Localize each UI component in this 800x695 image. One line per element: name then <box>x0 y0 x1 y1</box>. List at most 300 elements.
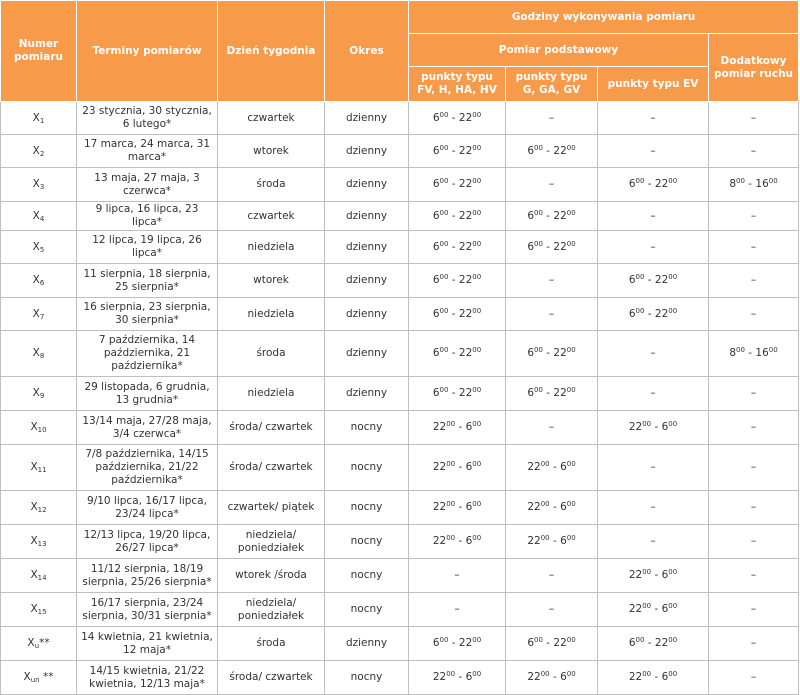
cell-dzien: środa/ czwartek <box>218 445 325 491</box>
empty-mark: – <box>750 274 757 286</box>
cell-numer <box>1 559 77 593</box>
empty-mark: – <box>650 209 656 222</box>
cell-time <box>409 168 506 202</box>
time-start-minutes: 00 <box>642 670 652 678</box>
cell-terminy: 9 lipca, 16 lipca, 23 lipca* <box>77 202 218 231</box>
cell-time <box>409 445 506 491</box>
time-end-minutes: 00 <box>472 346 482 354</box>
time-start-hour: 6 <box>432 347 440 359</box>
time-end-minutes: 00 <box>472 143 482 152</box>
cell-okres: dzienny <box>325 102 409 135</box>
numer-subscript: u <box>34 642 40 650</box>
cell-terminy: 9/10 lipca, 16/17 lipca, 23/24 lipca* <box>77 491 218 525</box>
numer-letter: X <box>30 461 38 473</box>
time-start-hour: 8 <box>729 178 737 190</box>
cell-dzien: wtorek <box>218 264 325 298</box>
empty-mark: – <box>750 671 757 683</box>
time-end-minutes: 00 <box>472 177 482 185</box>
table-row <box>1 298 799 331</box>
time-start-minutes: 00 <box>439 110 449 119</box>
time-separator: - <box>542 240 554 253</box>
empty-mark: – <box>548 274 555 286</box>
cell-time <box>409 102 506 135</box>
cell-numer <box>1 102 77 135</box>
time-end-minutes: 00 <box>472 500 482 508</box>
cell-time <box>709 135 799 168</box>
cell-time <box>598 559 709 593</box>
time-end-minutes: 00 <box>668 177 678 185</box>
empty-mark: – <box>750 209 757 222</box>
cell-time <box>598 298 709 331</box>
time-end-minutes: 00 <box>668 636 678 644</box>
cell-time <box>506 445 598 491</box>
header-godziny: Godziny wykonywania pomiaru <box>409 1 799 34</box>
table-row <box>1 661 799 695</box>
time-separator: - <box>549 535 561 547</box>
time-separator: - <box>651 671 662 683</box>
header-typ-fv: punkty typu FV, H, HA, HV <box>409 67 506 102</box>
time-start-hour: 22 <box>527 671 541 683</box>
cell-dzien: środa <box>218 331 325 377</box>
cell-time <box>506 559 598 593</box>
numer-subscript: 6 <box>39 279 45 287</box>
time-separator: - <box>448 307 459 320</box>
numer-subscript: 11 <box>37 466 47 474</box>
time-separator: - <box>644 178 655 190</box>
empty-mark: – <box>750 461 757 473</box>
time-separator: - <box>448 209 459 222</box>
cell-time <box>409 593 506 627</box>
numer-subscript: 10 <box>37 426 47 434</box>
numer-subscript: 4 <box>39 214 45 223</box>
time-end-hour: 22 <box>458 209 473 222</box>
cell-numer <box>1 525 77 559</box>
cell-dzien: czwartek <box>218 202 325 231</box>
cell-dzien: środa/ czwartek <box>218 661 325 695</box>
cell-terminy: 14/15 kwietnia, 21/22 kwietnia, 12/13 maja* <box>77 661 218 695</box>
empty-mark: – <box>548 569 555 581</box>
time-end-minutes: 00 <box>668 420 678 428</box>
cell-numer <box>1 377 77 411</box>
empty-mark: – <box>650 347 656 359</box>
empty-mark: – <box>650 387 656 399</box>
empty-mark: – <box>454 569 460 581</box>
time-end-minutes: 00 <box>668 306 678 315</box>
time-end-minutes: 00 <box>566 636 576 644</box>
cell-time <box>598 525 709 559</box>
header-dzien: Dzień tygodnia <box>218 1 325 102</box>
numer-subscript: 14 <box>37 574 47 582</box>
cell-time <box>598 593 709 627</box>
time-separator: - <box>448 274 459 286</box>
numer-letter: X <box>32 240 40 253</box>
cell-time <box>598 661 709 695</box>
cell-time <box>598 264 709 298</box>
time-start-minutes: 00 <box>439 143 449 152</box>
time-separator: - <box>549 501 561 513</box>
cell-dzien: wtorek <box>218 135 325 168</box>
cell-time <box>709 102 799 135</box>
time-start-hour: 6 <box>628 274 636 286</box>
cell-time <box>409 377 506 411</box>
cell-time <box>506 102 598 135</box>
cell-terminy: 11/12 sierpnia, 18/19 sierpnia, 25/26 sierpnia* <box>77 559 218 593</box>
time-end-hour: 22 <box>553 347 567 359</box>
cell-time <box>506 593 598 627</box>
numer-letter: X <box>32 178 40 190</box>
time-start-hour: 22 <box>628 421 643 433</box>
empty-mark: – <box>750 569 757 581</box>
cell-time <box>506 627 598 661</box>
time-start-minutes: 00 <box>439 636 449 644</box>
time-start-minutes: 00 <box>540 460 550 468</box>
time-end-minutes: 00 <box>472 420 482 428</box>
time-end-hour: 22 <box>458 347 473 359</box>
time-start-hour: 6 <box>527 240 534 253</box>
time-separator: - <box>448 240 459 253</box>
cell-okres: nocny <box>325 661 409 695</box>
time-end-hour: 6 <box>560 461 567 473</box>
time-end-hour: 6 <box>560 671 567 683</box>
time-end-hour: 6 <box>560 535 567 547</box>
time-separator: - <box>651 603 662 615</box>
time-start-minutes: 00 <box>446 420 456 428</box>
time-separator: - <box>644 307 655 320</box>
cell-time <box>598 411 709 445</box>
time-end-hour: 6 <box>465 501 473 513</box>
cell-time <box>709 168 799 202</box>
time-start-minutes: 00 <box>534 346 543 354</box>
cell-numer <box>1 411 77 445</box>
time-start-minutes: 00 <box>642 602 652 610</box>
time-end-hour: 22 <box>458 240 473 253</box>
empty-mark: – <box>750 603 757 615</box>
time-separator: - <box>455 535 466 547</box>
cell-okres: dzienny <box>325 331 409 377</box>
cell-time <box>598 202 709 231</box>
time-separator: - <box>448 178 459 190</box>
time-start-minutes: 00 <box>736 177 745 185</box>
time-start-minutes: 00 <box>635 636 645 644</box>
cell-okres: dzienny <box>325 377 409 411</box>
time-separator: - <box>542 387 554 399</box>
cell-time <box>709 331 799 377</box>
time-start-hour: 6 <box>432 274 440 286</box>
cell-time <box>506 331 598 377</box>
time-separator: - <box>651 569 662 581</box>
time-end-hour: 22 <box>553 240 567 253</box>
header-typ-g: punkty typu G, GA, GV <box>506 67 598 102</box>
time-separator: - <box>542 209 554 222</box>
cell-dzien: niedziela <box>218 298 325 331</box>
cell-time <box>506 661 598 695</box>
time-start-minutes: 00 <box>439 346 449 354</box>
cell-dzien: niedziela/ poniedziałek <box>218 525 325 559</box>
empty-mark: – <box>548 421 555 433</box>
table-row <box>1 168 799 202</box>
time-end-minutes: 00 <box>668 602 678 610</box>
table-row <box>1 491 799 525</box>
cell-time <box>598 627 709 661</box>
numer-letter: X <box>23 671 31 683</box>
cell-time <box>506 298 598 331</box>
cell-time <box>409 491 506 525</box>
numer-subscript: 12 <box>37 506 47 514</box>
time-start-hour: 6 <box>527 347 534 359</box>
empty-mark: – <box>650 535 656 547</box>
time-start-hour: 6 <box>527 144 534 157</box>
cell-okres: nocny <box>325 525 409 559</box>
time-end-hour: 6 <box>465 671 473 683</box>
time-end-minutes: 00 <box>668 568 678 576</box>
cell-numer <box>1 264 77 298</box>
numer-subscript: 9 <box>39 392 45 400</box>
cell-okres: nocny <box>325 559 409 593</box>
cell-time <box>598 331 709 377</box>
table-row <box>1 377 799 411</box>
cell-okres: dzienny <box>325 231 409 264</box>
time-start-hour: 6 <box>432 111 440 124</box>
time-end-hour: 22 <box>654 307 669 320</box>
empty-mark: – <box>548 178 555 190</box>
cell-time <box>709 559 799 593</box>
cell-time <box>409 661 506 695</box>
time-separator: - <box>455 461 466 473</box>
cell-time <box>409 559 506 593</box>
time-end-minutes: 00 <box>768 346 778 354</box>
time-end-hour: 22 <box>654 178 669 190</box>
header-dodatkowy: Dodatkowy pomiar ruchu <box>709 34 799 102</box>
cell-time <box>506 202 598 231</box>
cell-time <box>598 135 709 168</box>
empty-mark: – <box>548 111 555 124</box>
cell-numer <box>1 445 77 491</box>
numer-letter: X <box>32 144 40 157</box>
table-row <box>1 525 799 559</box>
header-typ-ev: punkty typu EV <box>598 67 709 102</box>
time-start-minutes: 00 <box>534 143 543 152</box>
time-separator: - <box>744 178 756 190</box>
cell-okres: dzienny <box>325 135 409 168</box>
time-start-minutes: 00 <box>446 460 456 468</box>
numer-subscript: 8 <box>39 352 45 360</box>
time-start-minutes: 00 <box>540 670 550 678</box>
empty-mark: – <box>750 144 757 157</box>
numer-letter: X <box>27 637 35 649</box>
cell-time <box>409 264 506 298</box>
cell-okres: dzienny <box>325 264 409 298</box>
time-start-minutes: 00 <box>642 420 652 428</box>
time-start-minutes: 00 <box>534 239 543 248</box>
cell-numer <box>1 661 77 695</box>
cell-numer <box>1 202 77 231</box>
empty-mark: – <box>750 535 757 547</box>
time-end-minutes: 00 <box>566 239 576 248</box>
cell-terminy: 14 kwietnia, 21 kwietnia, 12 maja* <box>77 627 218 661</box>
time-end-minutes: 00 <box>472 239 482 248</box>
empty-mark: – <box>650 111 656 124</box>
time-separator: - <box>448 387 459 399</box>
time-end-minutes: 00 <box>566 208 576 217</box>
empty-mark: – <box>650 461 656 473</box>
time-start-hour: 22 <box>432 535 447 547</box>
time-start-minutes: 00 <box>635 273 645 281</box>
cell-numer <box>1 298 77 331</box>
cell-numer <box>1 168 77 202</box>
time-end-minutes: 00 <box>472 636 482 644</box>
time-end-hour: 6 <box>661 671 669 683</box>
table-row <box>1 445 799 491</box>
numer-letter: X <box>32 111 40 124</box>
cell-numer <box>1 331 77 377</box>
time-end-minutes: 00 <box>668 273 678 281</box>
header-okres: Okres <box>325 1 409 102</box>
time-end-hour: 22 <box>458 387 473 399</box>
time-end-minutes: 00 <box>566 534 576 542</box>
cell-time <box>409 135 506 168</box>
time-separator: - <box>448 637 459 649</box>
time-separator: - <box>542 347 554 359</box>
cell-terminy: 11 sierpnia, 18 sierpnia, 25 sierpnia* <box>77 264 218 298</box>
table-row <box>1 102 799 135</box>
time-end-minutes: 00 <box>566 460 576 468</box>
time-end-hour: 16 <box>755 347 769 359</box>
cell-time <box>409 231 506 264</box>
cell-time <box>709 593 799 627</box>
cell-terminy: 12 lipca, 19 lipca, 26 lipca* <box>77 231 218 264</box>
time-start-minutes: 00 <box>446 534 456 542</box>
time-end-minutes: 00 <box>472 460 482 468</box>
time-end-minutes: 00 <box>566 500 576 508</box>
table-row <box>1 135 799 168</box>
time-end-hour: 22 <box>553 637 567 649</box>
cell-time <box>709 661 799 695</box>
cell-time <box>409 202 506 231</box>
table-row <box>1 202 799 231</box>
time-end-hour: 6 <box>560 501 567 513</box>
cell-dzien: niedziela <box>218 231 325 264</box>
empty-mark: – <box>750 501 757 513</box>
time-end-minutes: 00 <box>768 177 778 185</box>
time-end-hour: 22 <box>553 387 567 399</box>
cell-terminy: 29 listopada, 6 grudnia, 13 grudnia* <box>77 377 218 411</box>
table-row <box>1 627 799 661</box>
empty-mark: – <box>548 603 555 615</box>
numer-letter: X <box>30 421 38 433</box>
time-start-hour: 6 <box>527 637 534 649</box>
empty-mark: – <box>750 421 757 433</box>
time-start-hour: 22 <box>527 535 541 547</box>
cell-terminy: 16/17 sierpnia, 23/24 sierpnia, 30/31 sierpnia* <box>77 593 218 627</box>
time-separator: - <box>549 671 561 683</box>
time-end-minutes: 00 <box>566 386 576 394</box>
cell-time <box>506 168 598 202</box>
table-body <box>1 102 799 695</box>
time-start-hour: 22 <box>527 461 541 473</box>
cell-dzien: wtorek /środa <box>218 559 325 593</box>
numer-letter: X <box>32 387 40 399</box>
cell-time <box>598 491 709 525</box>
time-end-hour: 22 <box>458 637 473 649</box>
time-separator: - <box>644 274 655 286</box>
cell-terminy: 16 sierpnia, 23 sierpnia, 30 sierpnia* <box>77 298 218 331</box>
time-start-hour: 22 <box>628 603 643 615</box>
time-start-minutes: 00 <box>446 670 456 678</box>
time-start-hour: 6 <box>432 387 440 399</box>
cell-time <box>598 168 709 202</box>
time-separator: - <box>542 637 554 649</box>
cell-terminy: 13 maja, 27 maja, 3 czerwca* <box>77 168 218 202</box>
cell-time <box>709 411 799 445</box>
time-start-hour: 22 <box>432 421 447 433</box>
time-end-minutes: 00 <box>668 670 678 678</box>
cell-numer <box>1 231 77 264</box>
numer-letter: X <box>30 603 38 615</box>
cell-time <box>409 525 506 559</box>
time-end-minutes: 00 <box>566 346 576 354</box>
numer-subscript: 1 <box>39 116 45 125</box>
time-start-hour: 22 <box>432 461 447 473</box>
time-start-hour: 22 <box>527 501 541 513</box>
time-separator: - <box>448 111 459 124</box>
time-start-hour: 22 <box>628 569 643 581</box>
header-numer: Numer pomiaru <box>1 1 77 102</box>
numer-letter: X <box>30 501 38 513</box>
time-end-hour: 22 <box>553 209 567 222</box>
cell-dzien: czwartek/ piątek <box>218 491 325 525</box>
cell-time <box>709 298 799 331</box>
cell-okres: nocny <box>325 411 409 445</box>
cell-time <box>709 445 799 491</box>
cell-terminy: 7 października, 14 października, 21 października* <box>77 331 218 377</box>
time-start-minutes: 00 <box>540 534 550 542</box>
time-end-hour: 6 <box>661 569 669 581</box>
cell-numer <box>1 135 77 168</box>
time-separator: - <box>455 421 466 433</box>
time-end-minutes: 00 <box>472 386 482 394</box>
cell-time <box>506 411 598 445</box>
time-end-minutes: 00 <box>566 670 576 678</box>
cell-dzien: środa <box>218 168 325 202</box>
time-start-minutes: 00 <box>736 346 745 354</box>
empty-mark: – <box>750 387 757 399</box>
numer-subscript: 7 <box>39 312 45 321</box>
time-end-hour: 6 <box>465 535 473 547</box>
cell-time <box>409 331 506 377</box>
empty-mark: – <box>650 144 656 157</box>
time-end-minutes: 00 <box>472 306 482 315</box>
cell-numer <box>1 627 77 661</box>
numer-letter: X <box>30 569 38 581</box>
cell-okres: dzienny <box>325 202 409 231</box>
cell-time <box>506 491 598 525</box>
time-start-hour: 6 <box>432 144 440 157</box>
table-row <box>1 331 799 377</box>
time-start-hour: 6 <box>628 637 636 649</box>
time-start-minutes: 00 <box>439 273 449 281</box>
time-end-minutes: 00 <box>472 273 482 281</box>
time-start-hour: 6 <box>432 178 440 190</box>
cell-time <box>506 264 598 298</box>
empty-mark: – <box>454 603 460 615</box>
time-end-hour: 22 <box>458 178 473 190</box>
time-start-hour: 6 <box>432 637 440 649</box>
time-separator: - <box>644 637 655 649</box>
time-start-minutes: 00 <box>439 177 449 185</box>
cell-terminy: 17 marca, 24 marca, 31 marca* <box>77 135 218 168</box>
empty-mark: – <box>750 111 757 124</box>
cell-time <box>709 202 799 231</box>
